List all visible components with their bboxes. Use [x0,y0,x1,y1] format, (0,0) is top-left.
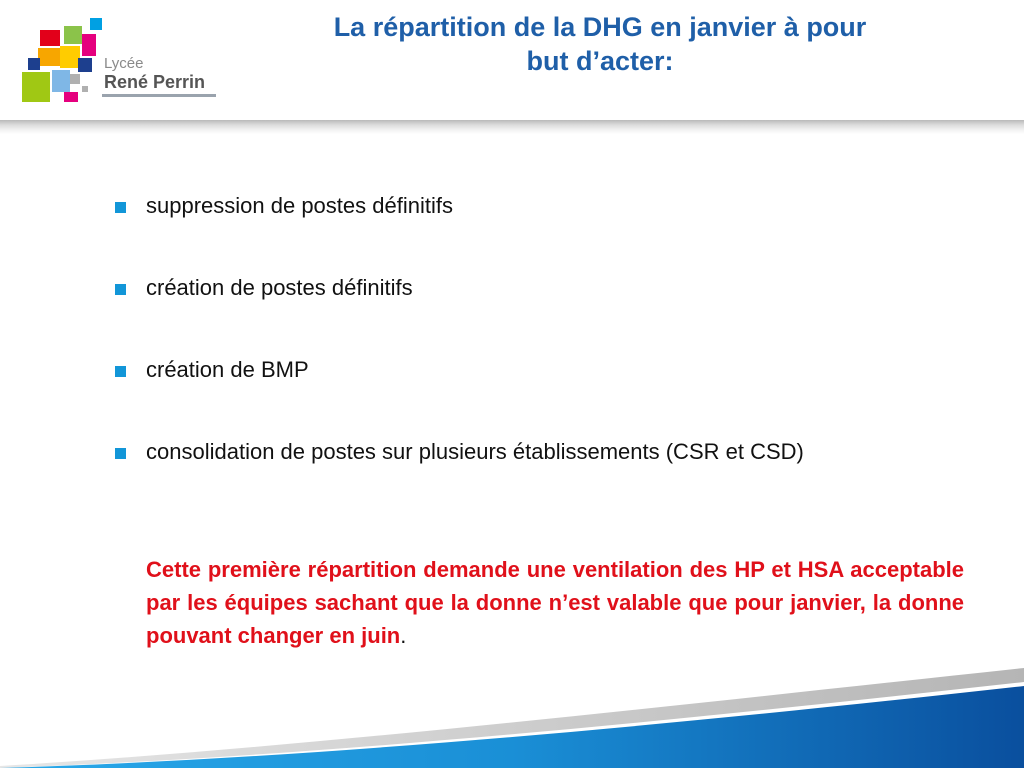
logo-square [64,26,82,44]
header [0,0,1024,122]
logo-square [78,58,92,72]
bullet-text: suppression de postes définitifs [146,193,453,218]
logo-square [70,74,80,84]
bullet-list [112,190,964,518]
logo-square [82,86,88,92]
bullet-text: création de postes définitifs [146,275,413,300]
bullet-item [112,436,964,468]
slide-title-line2: but d’acter: [526,46,674,76]
note-text: Cette première répartition demande une ventilation des HP et HSA acceptable par les équipes sachant que la donne n’est valable que pour janvier, la donne pouvant changer en juin [146,557,964,648]
bullet-item [112,354,964,386]
logo-square [38,48,60,66]
logo-square [82,34,96,56]
logo-square [52,70,70,92]
logo-square [64,92,78,102]
lycee-rene-perrin-logo [18,14,223,109]
logo-square [40,30,60,46]
slide-title-line1: La répartition de la DHG en janvier à pour [333,12,867,42]
logo-square [90,18,102,30]
logo-underline [102,94,216,97]
footer-swoosh [0,668,1024,768]
square-bullet-icon [115,366,126,377]
bullet-item [112,272,964,304]
note-period: . [400,623,407,648]
bullet-text: création de BMP [146,357,309,382]
logo-text-line2: René Perrin [104,72,206,92]
header-shadow [0,120,1024,134]
square-bullet-icon [115,202,126,213]
logo-text-line1: Lycée [104,55,144,72]
logo-square [22,72,50,102]
square-bullet-icon [115,284,126,295]
bullet-item [112,190,964,222]
square-bullet-icon [115,448,126,459]
bullet-text: consolidation de postes sur plusieurs établissements (CSR et CSD) [146,439,804,464]
logo-square [60,46,80,68]
slide-title [240,10,960,78]
logo-square [28,58,40,70]
highlighted-note [146,553,964,652]
